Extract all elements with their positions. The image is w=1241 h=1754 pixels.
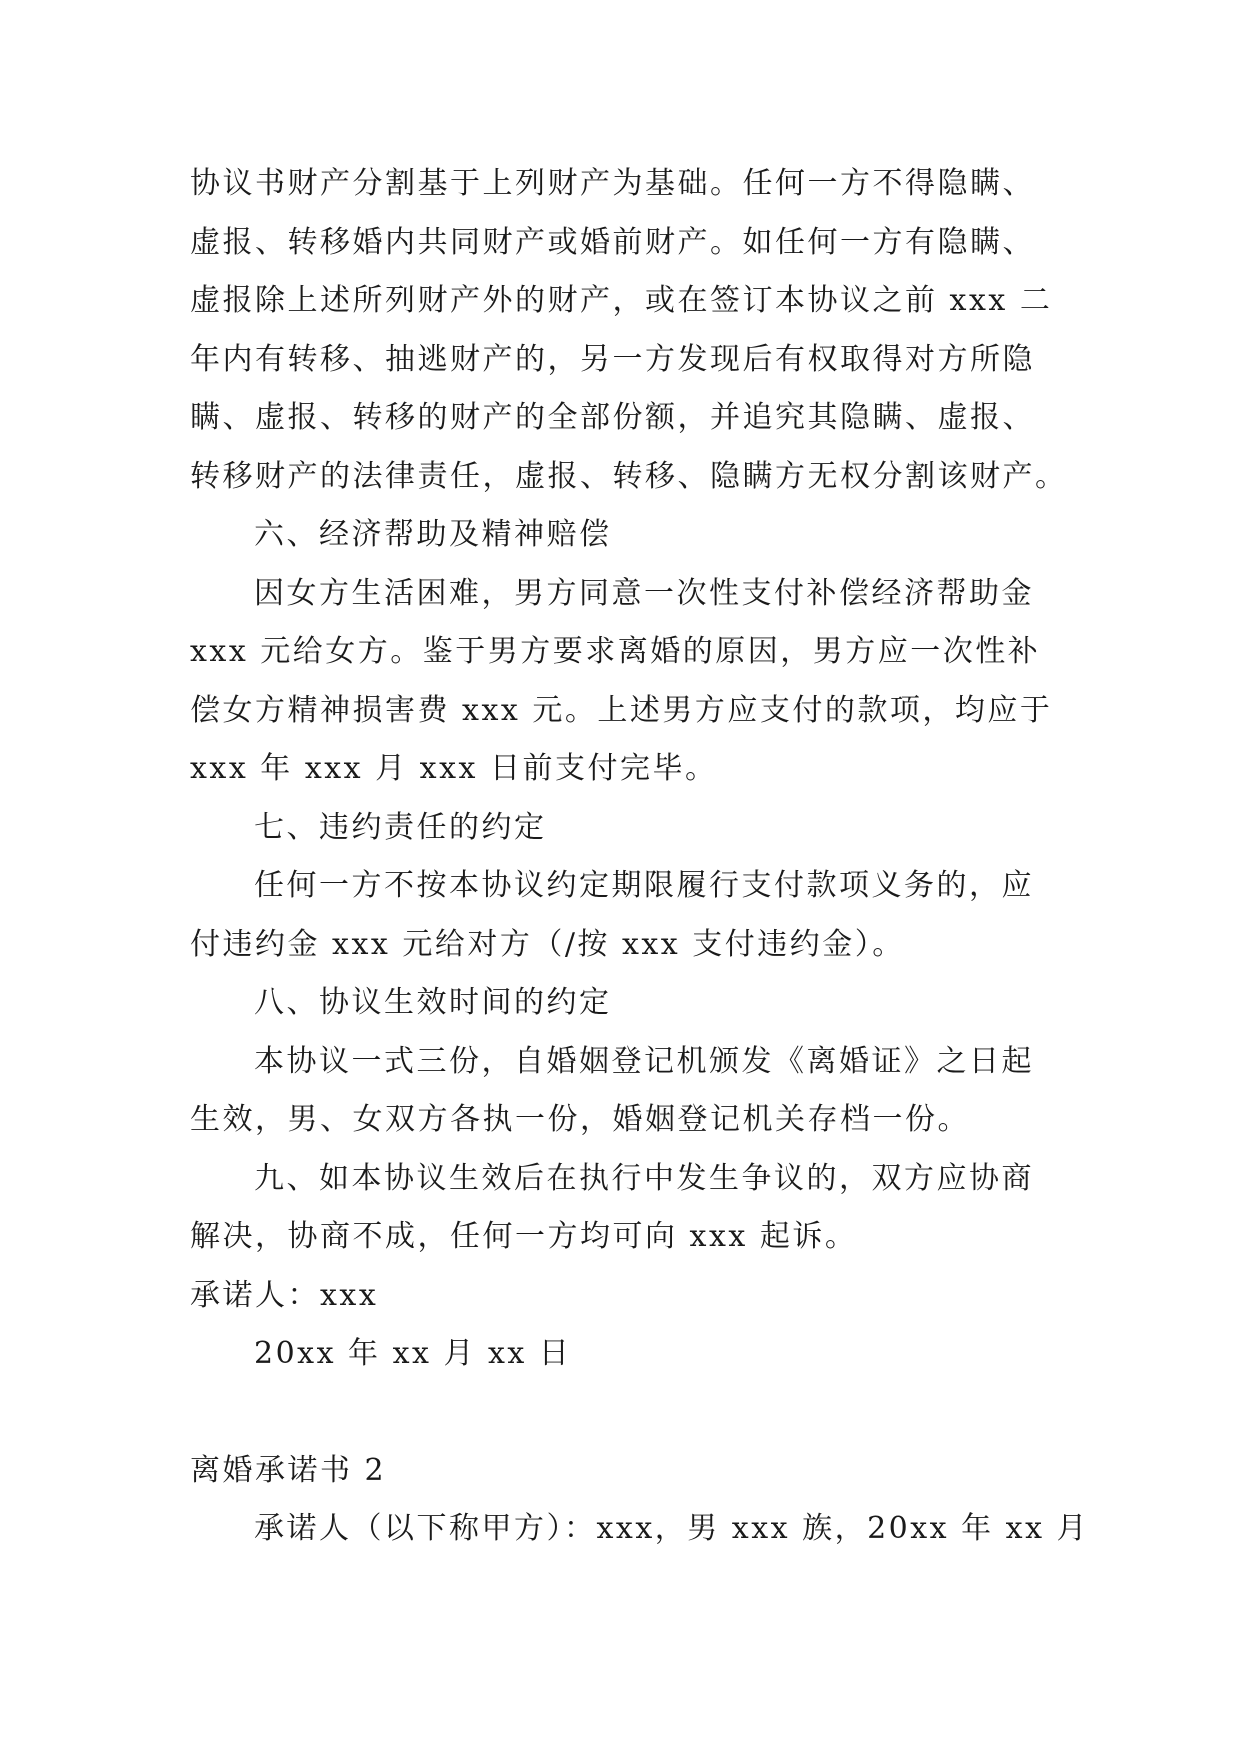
paragraph-line: 虚报、转移婚内共同财产或婚前财产。如任何一方有隐瞒、: [190, 224, 1035, 260]
paragraph-line: 虚报除上述所列财产外的财产，或在签订本协议之前 xxx 二: [190, 283, 1053, 318]
paragraph-line: 九、如本协议生效后在执行中发生争议的，双方应协商: [254, 1160, 1034, 1196]
document-title: 离婚承诺书 2: [190, 1452, 387, 1488]
paragraph-line: 承诺人（以下称甲方）：xxx，男 xxx 族，20xx 年 xx 月: [254, 1511, 1090, 1546]
paragraph-line: 生效，男、女双方各执一份，婚姻登记机关存档一份。: [190, 1102, 970, 1137]
paragraph-line: 偿女方精神损害费 xxx 元。上述男方应支付的款项，均应于: [190, 692, 1053, 728]
signature-date: 20xx 年 xx 月 xx 日: [254, 1336, 572, 1371]
paragraph-line: xxx 年 xxx 月 xxx 日前支付完毕。: [190, 751, 718, 786]
paragraph-line: 付违约金 xxx 元给对方（/按 xxx 支付违约金）。: [190, 926, 905, 962]
section-heading: 七、违约责任的约定: [254, 809, 547, 845]
paragraph-line: 本协议一式三份，自婚姻登记机颁发《离婚证》之日起: [254, 1043, 1034, 1079]
paragraph-line: xxx 元给女方。鉴于男方要求离婚的原因，男方应一次性补: [190, 634, 1041, 669]
paragraph-line: 协议书财产分割基于上列财产为基础。任何一方不得隐瞒、: [190, 166, 1035, 201]
paragraph-line: 瞒、虚报、转移的财产的全部份额，并追究其隐瞒、虚报、: [190, 400, 1035, 435]
section-heading: 八、协议生效时间的约定: [254, 985, 612, 1020]
signer-line: 承诺人：xxx: [190, 1277, 379, 1313]
paragraph-line: 转移财产的法律责任，虚报、转移、隐瞒方无权分割该财产。: [190, 458, 1068, 494]
paragraph-line: 任何一方不按本协议约定期限履行支付款项义务的，应: [254, 868, 1034, 903]
section-heading: 六、经济帮助及精神赔偿: [254, 517, 612, 552]
paragraph-line: 因女方生活困难，男方同意一次性支付补偿经济帮助金: [254, 575, 1034, 611]
paragraph-line: 年内有转移、抽逃财产的，另一方发现后有权取得对方所隐: [190, 341, 1035, 377]
document-body: [190, 155, 1090, 1559]
paragraph-line: 解决，协商不成，任何一方均可向 xxx 起诉。: [190, 1219, 858, 1254]
blank-spacer: [190, 1384, 1070, 1442]
